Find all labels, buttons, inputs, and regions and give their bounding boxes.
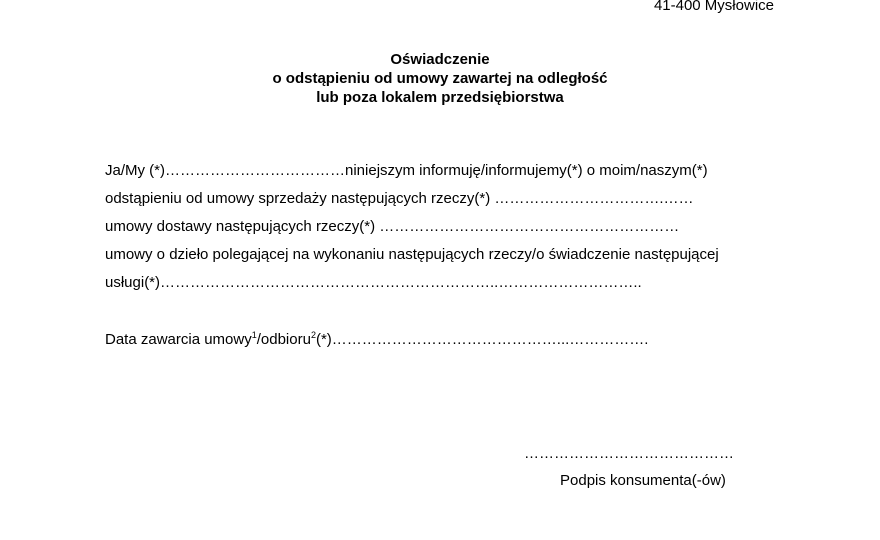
date-label: Data zawarcia umowy — [105, 331, 252, 348]
footnote-1-marker: 1 — [251, 330, 257, 340]
contract-date-line — [105, 331, 648, 348]
title-line-3: lub poza lokalem przedsiębiorstwa — [316, 89, 564, 106]
statement-body — [105, 162, 719, 302]
signature-line: …………………………………… — [524, 445, 734, 462]
signature-label: Podpis konsumenta(-ów) — [560, 472, 726, 489]
statement-line: Ja/My (*)………………………………niniejszym informuję/informujemy(*) o moim/naszym(*) — [105, 162, 708, 179]
statement-line: odstąpieniu od umowy sprzedaży następujących rzeczy(*) …………………………….…… — [105, 190, 694, 207]
title-line-2: o odstąpieniu od umowy zawartej na odległość — [272, 70, 608, 87]
receipt-label: /odbioru — [256, 331, 311, 348]
statement-line: umowy dostawy następujących rzeczy(*) …………………………………………………… — [105, 218, 680, 235]
document-title — [0, 50, 880, 107]
footnote-2-marker: 2 — [310, 330, 316, 340]
statement-line: usługi(*)…………………………………………………………..……………………….. — [105, 274, 642, 291]
title-line-1: Oświadczenie — [390, 51, 490, 68]
date-fill-dots: (*)………………………………………...……………. — [315, 331, 649, 348]
statement-line: umowy o dzieło polegającej na wykonaniu następujących rzeczy/o świadczenie następującej — [105, 246, 719, 263]
address-line: 41-400 Mysłowice — [653, 0, 774, 14]
